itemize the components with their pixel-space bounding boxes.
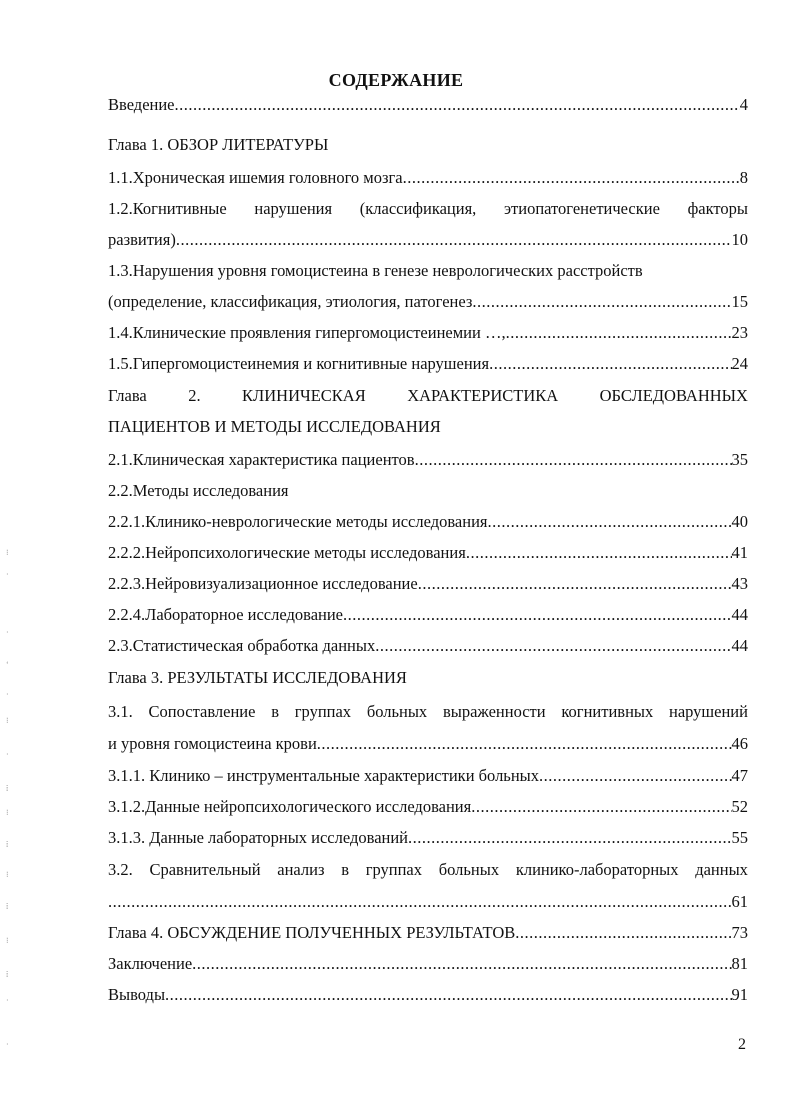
toc-page-number: 35	[731, 450, 748, 469]
toc-leader-dots	[472, 291, 731, 313]
toc-row	[108, 922, 748, 944]
page-title: СОДЕРЖАНИЕ	[328, 70, 464, 90]
toc-word: группах	[365, 860, 423, 879]
toc-entry-text: 1.5.Гипергомоцистеинемия и когнитивные нарушения	[108, 354, 490, 373]
toc-row	[108, 604, 748, 626]
toc-row	[108, 94, 748, 116]
toc-row	[108, 827, 748, 849]
toc-row	[108, 511, 748, 533]
toc-word: 3.2.	[108, 860, 133, 879]
toc-leader-dots	[487, 511, 731, 533]
toc-word: КЛИНИЧЕСКАЯ	[242, 386, 366, 405]
toc-page-number: 8	[739, 168, 748, 187]
toc-page-number: 23	[731, 323, 748, 342]
toc-row	[108, 573, 748, 595]
toc-row: Глава 3. РЕЗУЛЬТАТЫ ИССЛЕДОВАНИЯ	[108, 668, 407, 687]
toc-row	[108, 542, 748, 564]
toc-leader-dots	[192, 953, 731, 975]
toc-entry-text: Глава 4. ОБСУЖДЕНИЕ ПОЛУЧЕННЫХ РЕЗУЛЬТАТОВ	[108, 923, 516, 942]
toc-page-number: 44	[731, 636, 748, 655]
toc-entry-text: 3.1.3. Данные лабораторных исследований	[108, 828, 409, 847]
toc-page-number: 73	[731, 923, 748, 942]
toc-page-number: 41	[731, 543, 748, 562]
toc-row	[108, 229, 748, 251]
toc-page-number: 81	[731, 954, 748, 973]
toc-word: когнитивных	[561, 702, 654, 721]
toc-row	[108, 701, 748, 723]
scan-margin-marks: ⁝ · · ʻ · ⁝ · ⁞ ⁝ ⁞ ⁝ ⁞ ⁝ ⁞ · ·	[6, 548, 9, 1049]
toc-entry-text: Заключение	[108, 954, 193, 973]
toc-entry-text: 3.1.2.Данные нейропсихологического исследования	[108, 797, 472, 816]
toc-word: ХАРАКТЕРИСТИКА	[407, 386, 559, 405]
toc-word: ОБСЛЕДОВАННЫХ	[599, 386, 748, 405]
toc-word: 3.1.	[108, 702, 133, 721]
toc-entry-text: (определение, классификация, этиология, патогенез	[108, 292, 473, 311]
toc-leader-dots	[165, 984, 731, 1006]
toc-page-number: 24	[731, 354, 748, 373]
toc-row: 1.3.Нарушения уровня гомоцистеина в генезе неврологических расстройств	[108, 261, 643, 280]
toc-row	[108, 891, 748, 913]
toc-entry-text: 2.2.1.Клинико-неврологические методы исследования	[108, 512, 488, 531]
toc-leader-dots	[403, 167, 740, 189]
toc-row	[108, 953, 748, 975]
toc-page-number: 55	[731, 828, 748, 847]
toc-row	[108, 353, 748, 375]
toc-row	[108, 449, 748, 471]
toc-leader-dots	[415, 449, 732, 471]
toc-row	[108, 635, 748, 657]
toc-entry-text: развития)	[108, 230, 176, 249]
toc-row	[108, 291, 748, 313]
toc-leader-dots	[408, 827, 731, 849]
toc-leader-dots	[175, 94, 740, 116]
toc-row	[108, 984, 748, 1006]
toc-leader-dots	[506, 322, 732, 344]
toc-word: факторы	[687, 199, 748, 218]
toc-entry-text: Введение	[108, 95, 175, 114]
toc-row	[108, 198, 748, 220]
toc-page-number: 43	[731, 574, 748, 593]
toc-page-number: 44	[731, 605, 748, 624]
toc-page-number: 91	[731, 985, 748, 1004]
toc-entry-text: 2.2.3.Нейровизуализационное исследование	[108, 574, 418, 593]
toc-entry-text: 2.2.2.Нейропсихологические методы исследования	[108, 543, 466, 562]
toc-entry-text: 2.3.Статистическая обработка данных	[108, 636, 376, 655]
toc-row	[108, 796, 748, 818]
toc-word: Сравнительный	[149, 860, 261, 879]
toc-word: 1.2.Когнитивные	[108, 199, 227, 218]
toc-page-number: 15	[731, 292, 748, 311]
toc-word: (классификация,	[359, 199, 477, 218]
toc-leader-dots	[343, 604, 732, 626]
toc-leader-dots	[418, 573, 732, 595]
toc-entry-text: 1.1.Хроническая ишемия головного мозга	[108, 168, 403, 187]
toc-word: Глава	[108, 386, 147, 405]
toc-page-number: 46	[731, 734, 748, 753]
toc-word: анализ	[277, 860, 325, 879]
toc-page-number: 47	[731, 766, 748, 785]
toc-leader-dots	[108, 891, 732, 913]
toc-entry-text: 2.1.Клиническая характеристика пациентов	[108, 450, 415, 469]
toc-leader-dots	[515, 922, 731, 944]
toc-row	[108, 167, 748, 189]
toc-leader-dots	[375, 635, 731, 657]
toc-word: 2.	[188, 386, 201, 405]
toc-leader-dots	[489, 353, 731, 375]
toc-word: Сопоставление	[148, 702, 256, 721]
toc-row: ПАЦИЕНТОВ И МЕТОДЫ ИССЛЕДОВАНИЯ	[108, 417, 441, 436]
toc-entry-text: 1.4.Клинические проявления гипергомоцистеинемии …,	[108, 323, 506, 342]
toc-leader-dots	[317, 733, 732, 755]
toc-row: Глава 1. ОБЗОР ЛИТЕРАТУРЫ	[108, 135, 329, 154]
toc-leader-dots	[471, 796, 731, 818]
toc-word: данных	[695, 860, 748, 879]
toc-row	[108, 385, 748, 407]
toc-row	[108, 859, 748, 881]
toc-word: этиопатогенетические	[503, 199, 660, 218]
toc-entry-text: Выводы	[108, 985, 166, 1004]
toc-word: клинико-лабораторных	[515, 860, 679, 879]
toc-word: группах	[294, 702, 352, 721]
toc-row	[108, 322, 748, 344]
toc-row	[108, 765, 748, 787]
toc-word: нарушения	[254, 199, 333, 218]
toc-word: больных	[366, 702, 428, 721]
toc-word: нарушений	[669, 702, 748, 721]
toc-row: 2.2.Методы исследования	[108, 481, 289, 500]
page-number: 2	[738, 1036, 746, 1053]
toc-leader-dots	[176, 229, 732, 251]
toc-entry-text: 2.2.4.Лабораторное исследование	[108, 605, 343, 624]
toc-word: больных	[438, 860, 500, 879]
toc-entry-text: и уровня гомоцистеина крови	[108, 734, 317, 753]
toc-page-number: 52	[731, 797, 748, 816]
toc-word: в	[341, 860, 349, 879]
toc-page-number: 40	[731, 512, 748, 531]
toc-leader-dots	[466, 542, 732, 564]
toc-page-number: 4	[739, 95, 748, 114]
toc-leader-dots	[539, 765, 732, 787]
toc-page-number: 10	[731, 230, 748, 249]
toc-word: в	[271, 702, 279, 721]
toc-row	[108, 733, 748, 755]
toc-entry-text: 3.1.1. Клинико – инструментальные характеристики больных	[108, 766, 539, 785]
toc-word: выраженности	[442, 702, 546, 721]
toc-page-number: 61	[731, 892, 748, 911]
